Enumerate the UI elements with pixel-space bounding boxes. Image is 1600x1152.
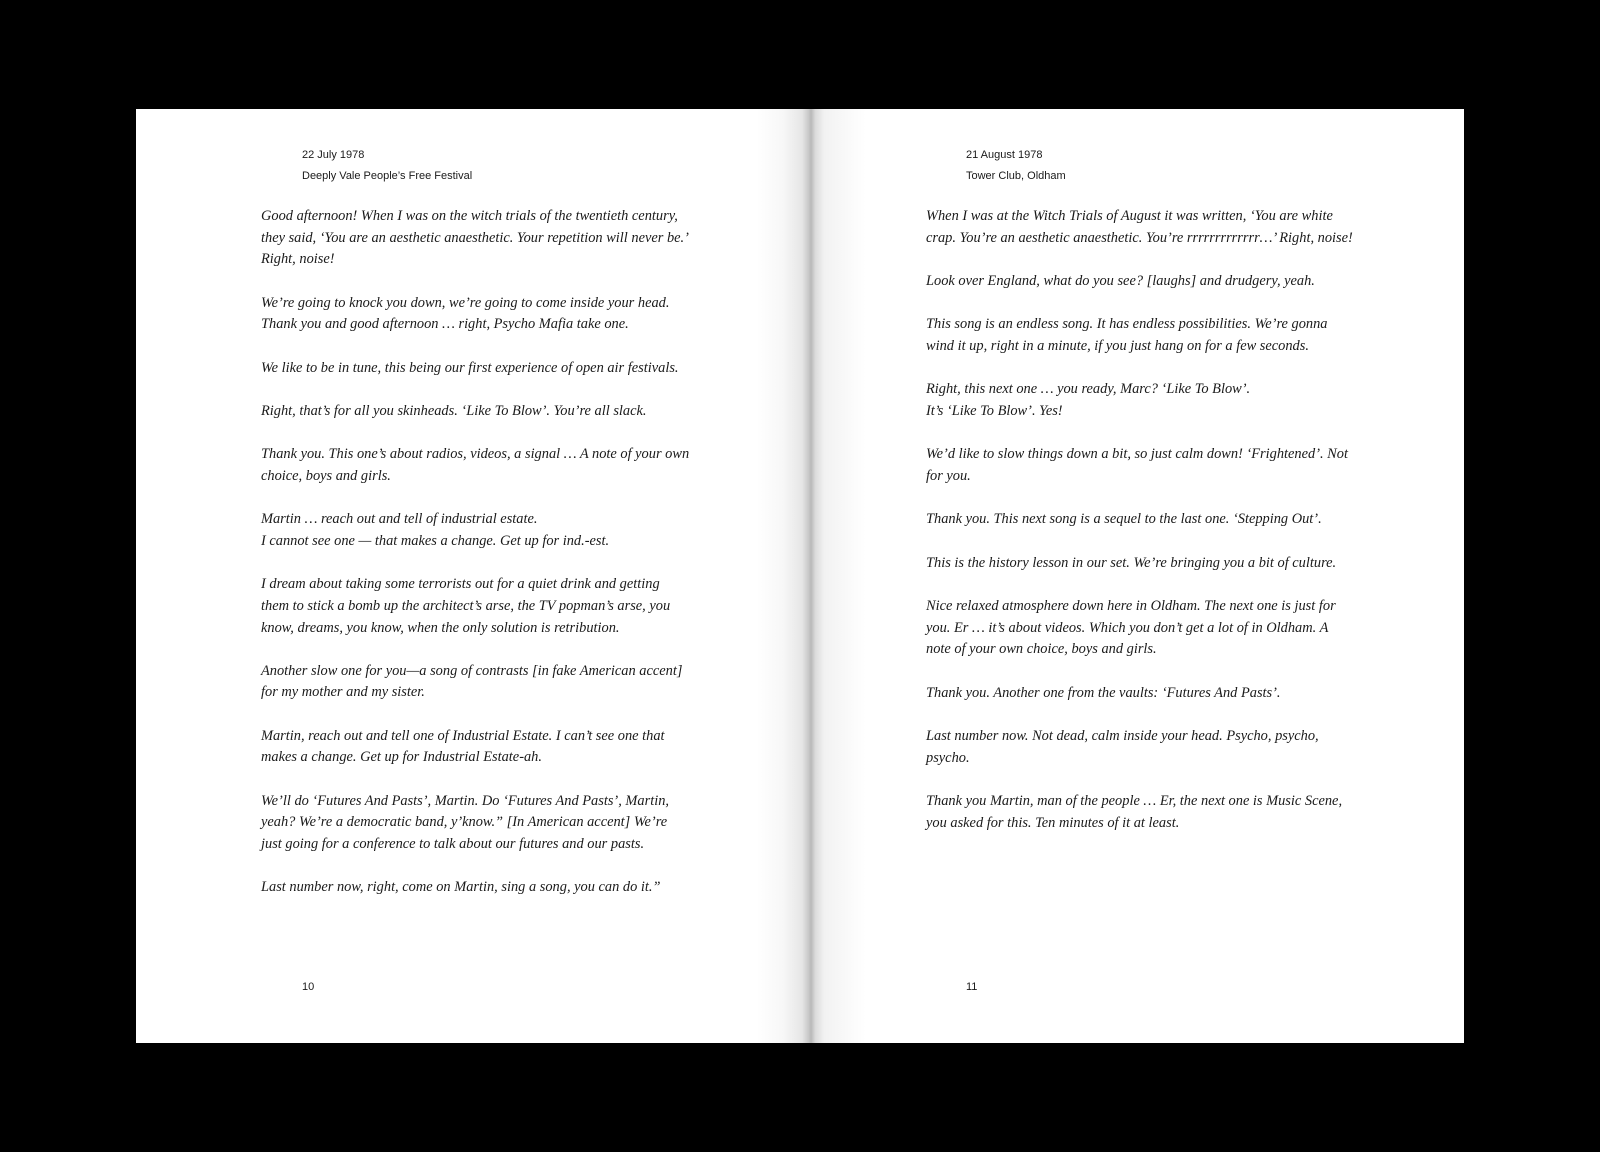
right-page-number: 11: [966, 981, 978, 993]
paragraph: We like to be in tune, this being our first experience of open air festivals.: [261, 359, 679, 376]
paragraph: Nice relaxed atmosphere down here in Oldham. The next one is just for you. Er … it’s about videos. Which you don’t get a lot of in Oldham. A note of your own choice, boys and girls.: [926, 598, 1336, 658]
paragraph: Thank you. Another one from the vaults: ‘Futures And Pasts’.: [926, 684, 1281, 701]
right-page-venue: Tower Club, Oldham: [966, 170, 1066, 182]
left-page-number: 10: [302, 981, 315, 993]
paragraph: We’re going to knock you down, we’re going to come inside your head. Thank you and good afternoon … right, Psycho Mafia take one.: [261, 294, 670, 333]
paragraph: We’ll do ‘Futures And Pasts’, Martin. Do ‘Futures And Pasts’, Martin, yeah? We’re a democratic band, y’know.” [In American accent] We’re just going for a conference to talk about our futures and our pasts.: [261, 792, 669, 853]
paragraph: Look over England, what do you see? [laughs] and drudgery, yeah.: [926, 272, 1315, 289]
paragraph: Good afternoon! When I was on the witch trials of the twentieth century, they said, ‘You are an aesthetic anaesthetic. Your repetition will never be.’ Right, noise!: [261, 208, 688, 268]
left-page: [136, 109, 800, 1043]
right-page-body: [926, 206, 1356, 856]
left-page-venue: Deeply Vale People’s Free Festival: [302, 170, 473, 182]
paragraph: Thank you. This next song is a sequel to the last one. ‘Stepping Out’.: [926, 511, 1322, 528]
paragraph: When I was at the Witch Trials of August it was written, ‘You are white crap. You’re an aesthetic anaesthetic. You’re rrrrrrrrrrrrr…’ Right, noise!: [926, 208, 1353, 246]
paragraph: Thank you. This one’s about radios, videos, a signal … A note of your own choice, boys and girls.: [261, 446, 690, 484]
left-page-header: [302, 145, 472, 187]
paragraph: Another slow one for you—a song of contrasts [in fake American accent] for my mother and my sister.: [261, 662, 683, 701]
left-page-date: 22 July 1978: [302, 149, 365, 161]
paragraph: Thank you Martin, man of the people … Er, the next one is Music Scene, you asked for this. Ten minutes of it at least.: [926, 793, 1343, 831]
paragraph: Martin, reach out and tell one of Industrial Estate. I can’t see one that makes a change. Get up for Industrial Estate-ah.: [261, 727, 665, 766]
paragraph: We’d like to slow things down a bit, so just calm down! ‘Frightened’. Not for you.: [926, 446, 1348, 484]
right-page: [800, 109, 1464, 1043]
paragraph: This song is an endless song. It has endless possibilities. We’re gonna wind it up, right in a minute, if you just hang on for a few seconds.: [926, 316, 1328, 354]
paragraph: Right, this next one … you ready, Marc? ‘Like To Blow’. It’s ‘Like To Blow’. Yes!: [926, 381, 1251, 419]
paragraph: This is the history lesson in our set. We’re bringing you a bit of culture.: [926, 554, 1337, 571]
paragraph: I dream about taking some terrorists out for a quiet drink and getting them to stick a bomb up the architect’s arse, the TV popman’s arse, you know, dreams, you know, when the only solution is retribution.: [261, 576, 671, 636]
right-page-date: 21 August 1978: [966, 149, 1043, 161]
book-spread: [136, 109, 1464, 1043]
paragraph: Martin … reach out and tell of industrial estate. I cannot see one — that makes a change. Get up for ind.-est.: [261, 511, 610, 549]
left-page-body: [261, 206, 691, 921]
paragraph: Last number now. Not dead, calm inside your head. Psycho, psycho, psycho.: [926, 728, 1319, 766]
paragraph: Last number now, right, come on Martin, sing a song, you can do it.”: [261, 879, 661, 896]
right-page-header: [966, 145, 1066, 187]
paragraph: Right, that’s for all you skinheads. ‘Like To Blow’. You’re all slack.: [261, 402, 647, 419]
